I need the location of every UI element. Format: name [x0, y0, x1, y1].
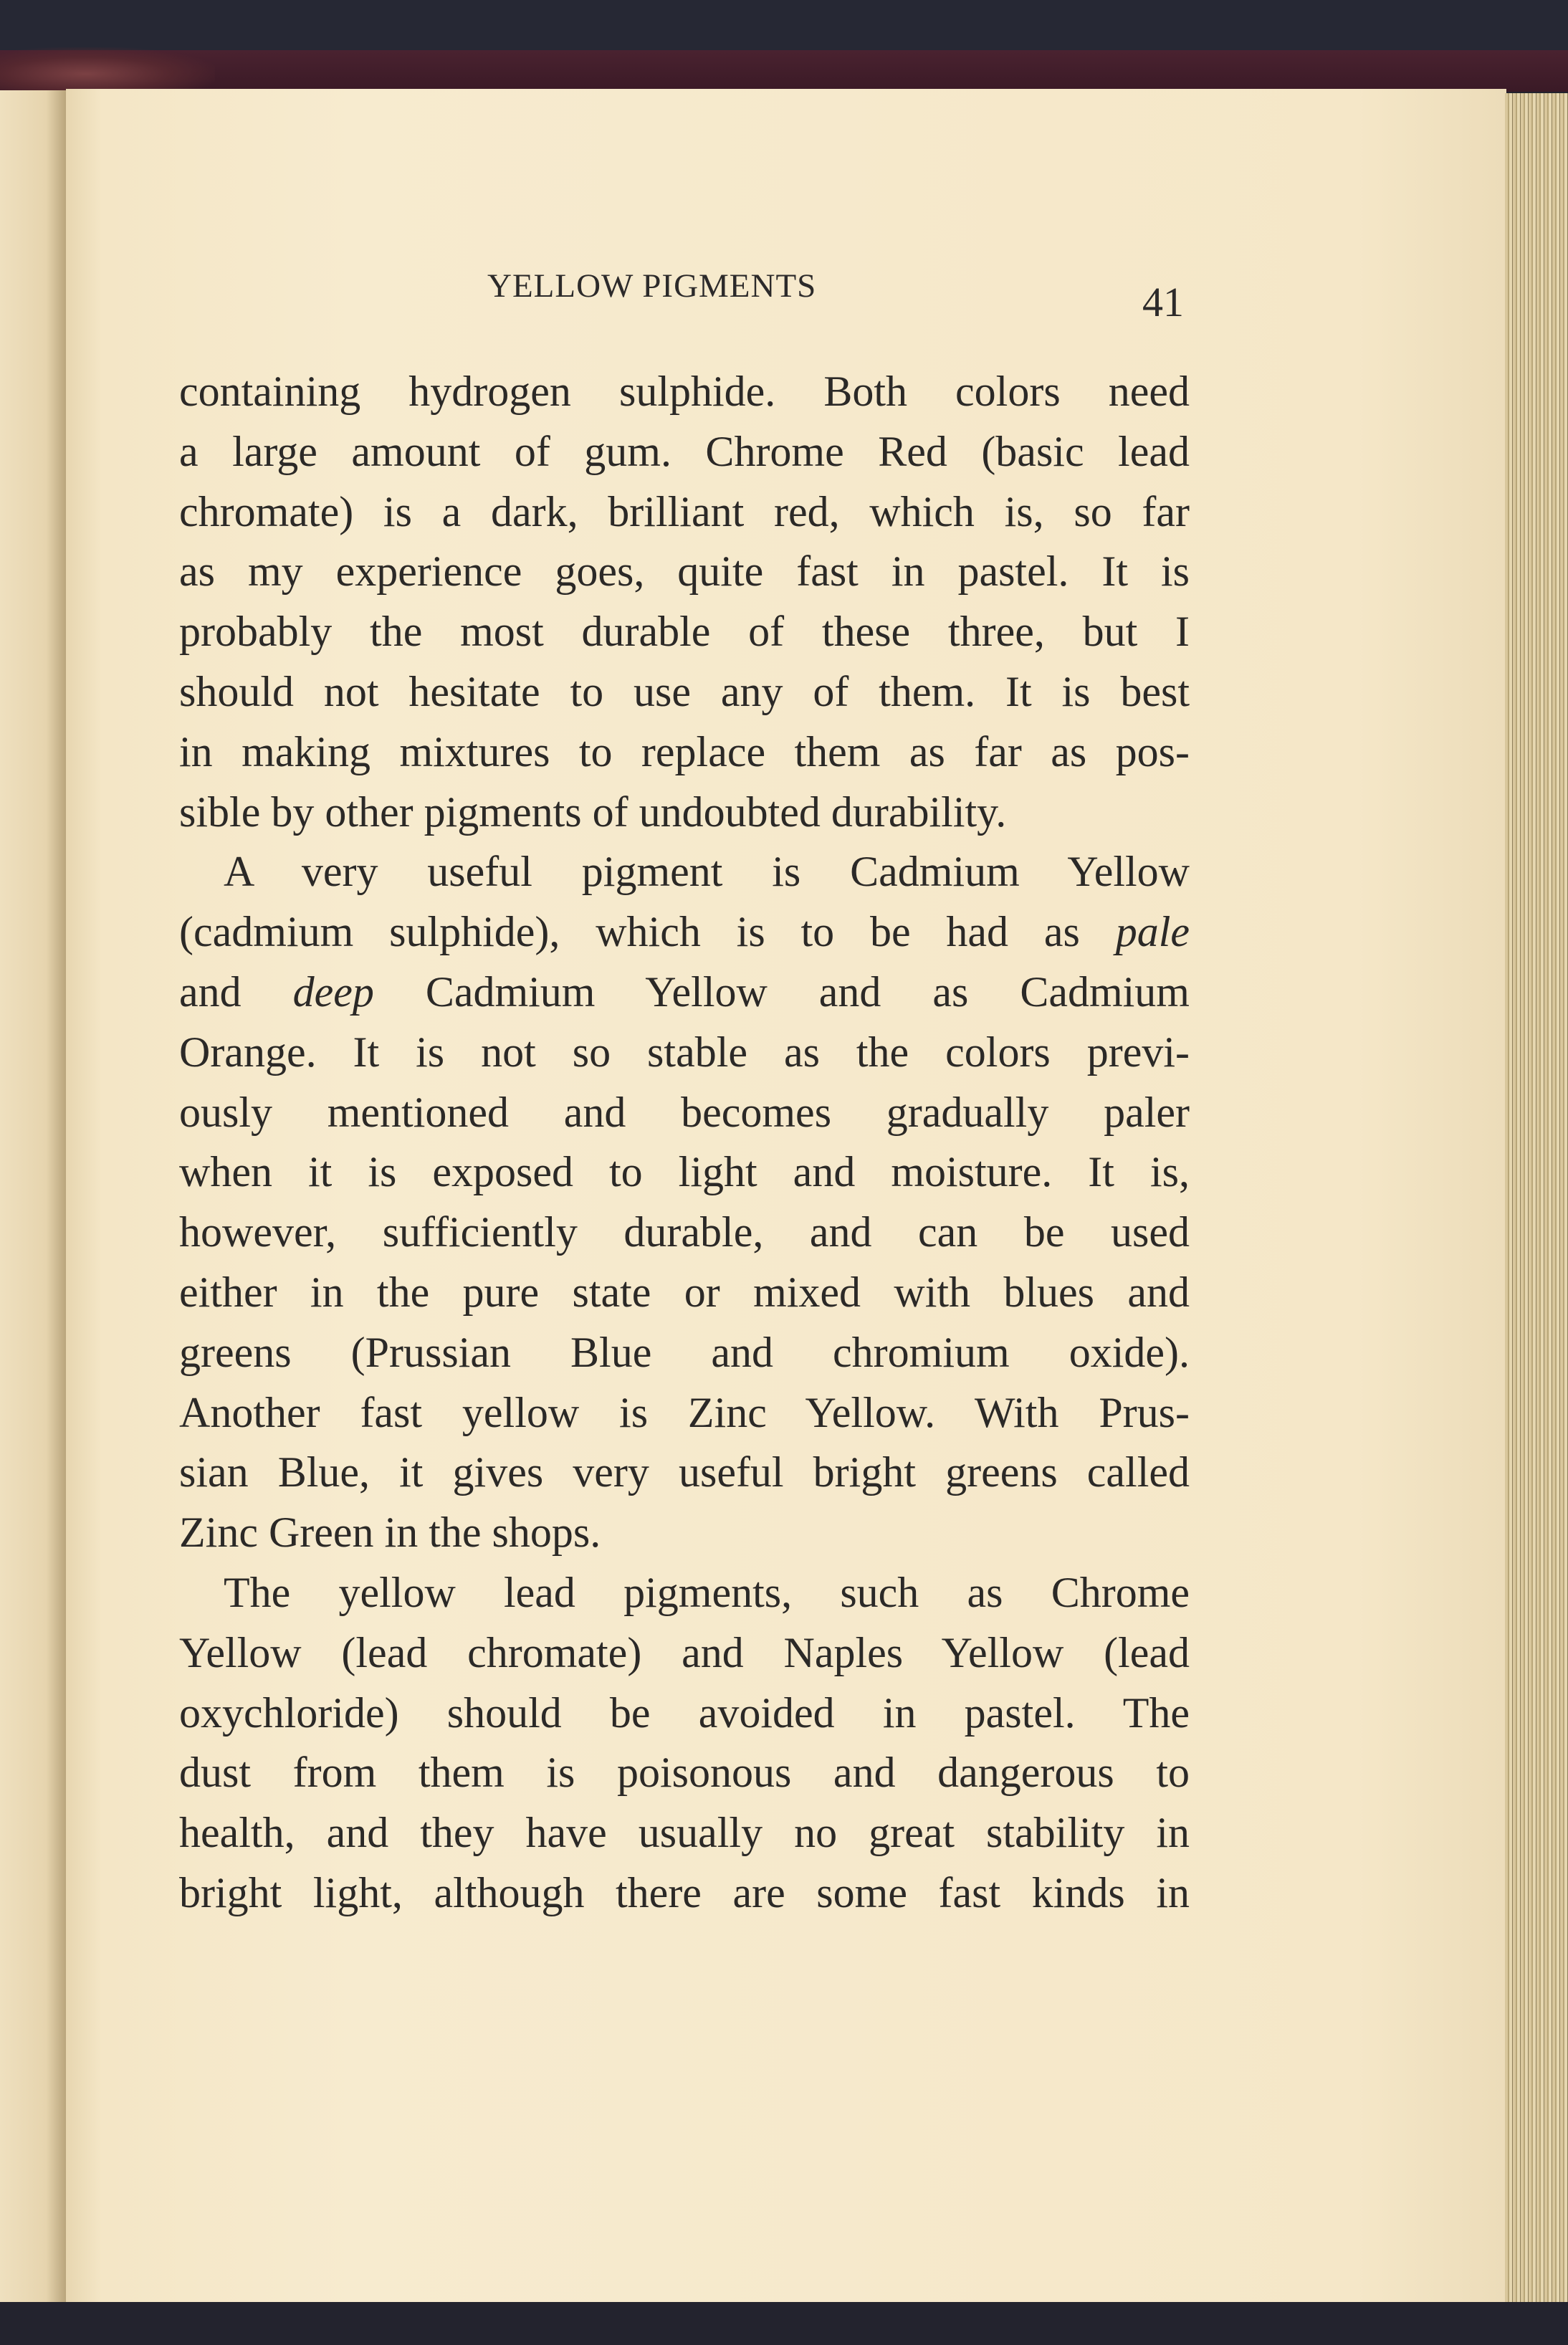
text-line	[179, 1323, 1190, 1383]
page-stack-edges	[1505, 93, 1568, 2305]
text-segment: Orange. It is not so stable as the colors previ-	[179, 1028, 1190, 1076]
text-segment: ously mentioned and becomes gradually paler	[179, 1088, 1190, 1136]
text-line	[179, 1443, 1190, 1503]
text-line	[179, 1023, 1190, 1083]
text-segment: chromate) is a dark, brilliant red, which is, so far	[179, 487, 1190, 535]
text-line	[179, 1623, 1190, 1683]
background-bottom	[0, 2302, 1568, 2345]
text-segment: Cadmium Yellow and as Cadmium	[373, 968, 1190, 1016]
text-segment: Zinc Green in the shops.	[179, 1509, 601, 1557]
italic-word: deep	[292, 968, 374, 1016]
page-number: 41	[1142, 279, 1184, 325]
text-segment: Another fast yellow is Zinc Yellow. With Prus-	[179, 1388, 1190, 1436]
text-segment: health, and they have usually no great stability in	[179, 1809, 1190, 1857]
text-line	[179, 963, 1190, 1023]
text-line	[179, 842, 1190, 902]
italic-word: pale	[1115, 908, 1190, 956]
text-segment: greens (Prussian Blue and chromium oxide).	[179, 1328, 1190, 1376]
running-head: YELLOW PIGMENTS	[487, 267, 817, 305]
frayed-binding	[0, 47, 215, 92]
text-segment: containing hydrogen sulphide. Both colors need	[179, 368, 1190, 415]
text-line	[179, 1863, 1190, 1924]
text-segment: a large amount of gum. Chrome Red (basic lead	[179, 427, 1190, 475]
text-line	[179, 1083, 1190, 1143]
text-segment: as my experience goes, quite fast in pastel. It is	[179, 548, 1190, 596]
text-segment: Yellow (lead chromate) and Naples Yellow (lead	[179, 1628, 1190, 1676]
text-line	[179, 1383, 1190, 1443]
book-board-edge	[0, 50, 1568, 92]
text-segment: probably the most durable of these three, but I	[179, 608, 1190, 656]
text-line	[179, 1743, 1190, 1803]
text-line	[179, 1503, 1190, 1563]
text-line	[179, 1563, 1190, 1623]
text-line	[179, 1263, 1190, 1323]
text-line	[179, 362, 1190, 422]
text-line	[179, 1142, 1190, 1203]
book-cover-cloth	[0, 0, 1568, 52]
text-line	[179, 1203, 1190, 1263]
text-line	[179, 1683, 1190, 1744]
text-segment: The yellow lead pigments, such as Chrome	[224, 1568, 1190, 1616]
text-line	[179, 542, 1190, 602]
text-line	[179, 662, 1190, 722]
text-segment: should not hesitate to use any of them. It is best	[179, 667, 1190, 715]
text-line	[179, 422, 1190, 482]
text-segment: when it is exposed to light and moisture. It is,	[179, 1148, 1190, 1196]
text-segment: and	[179, 968, 293, 1016]
text-segment: either in the pure state or mixed with blues and	[179, 1268, 1190, 1316]
text-line	[179, 602, 1190, 662]
text-line	[179, 722, 1190, 783]
text-line	[179, 1803, 1190, 1863]
text-segment: in making mixtures to replace them as far as pos-	[179, 727, 1190, 775]
text-line	[179, 783, 1190, 843]
text-segment: (cadmium sulphide), which is to be had as	[179, 908, 1116, 956]
text-segment: oxychloride) should be avoided in pastel. The	[179, 1689, 1190, 1737]
body-text	[179, 362, 1190, 1924]
text-segment: sian Blue, it gives very useful bright greens called	[179, 1448, 1190, 1496]
text-segment: however, sufficiently durable, and can be used	[179, 1208, 1190, 1256]
text-line	[179, 902, 1190, 963]
text-line	[179, 482, 1190, 543]
text-segment: sible by other pigments of undoubted durability.	[179, 788, 1007, 836]
text-segment: bright light, although there are some fast kinds in	[179, 1868, 1190, 1916]
text-segment: A very useful pigment is Cadmium Yellow	[224, 848, 1190, 896]
text-segment: dust from them is poisonous and dangerous to	[179, 1749, 1190, 1797]
left-page-edge	[0, 90, 66, 2305]
